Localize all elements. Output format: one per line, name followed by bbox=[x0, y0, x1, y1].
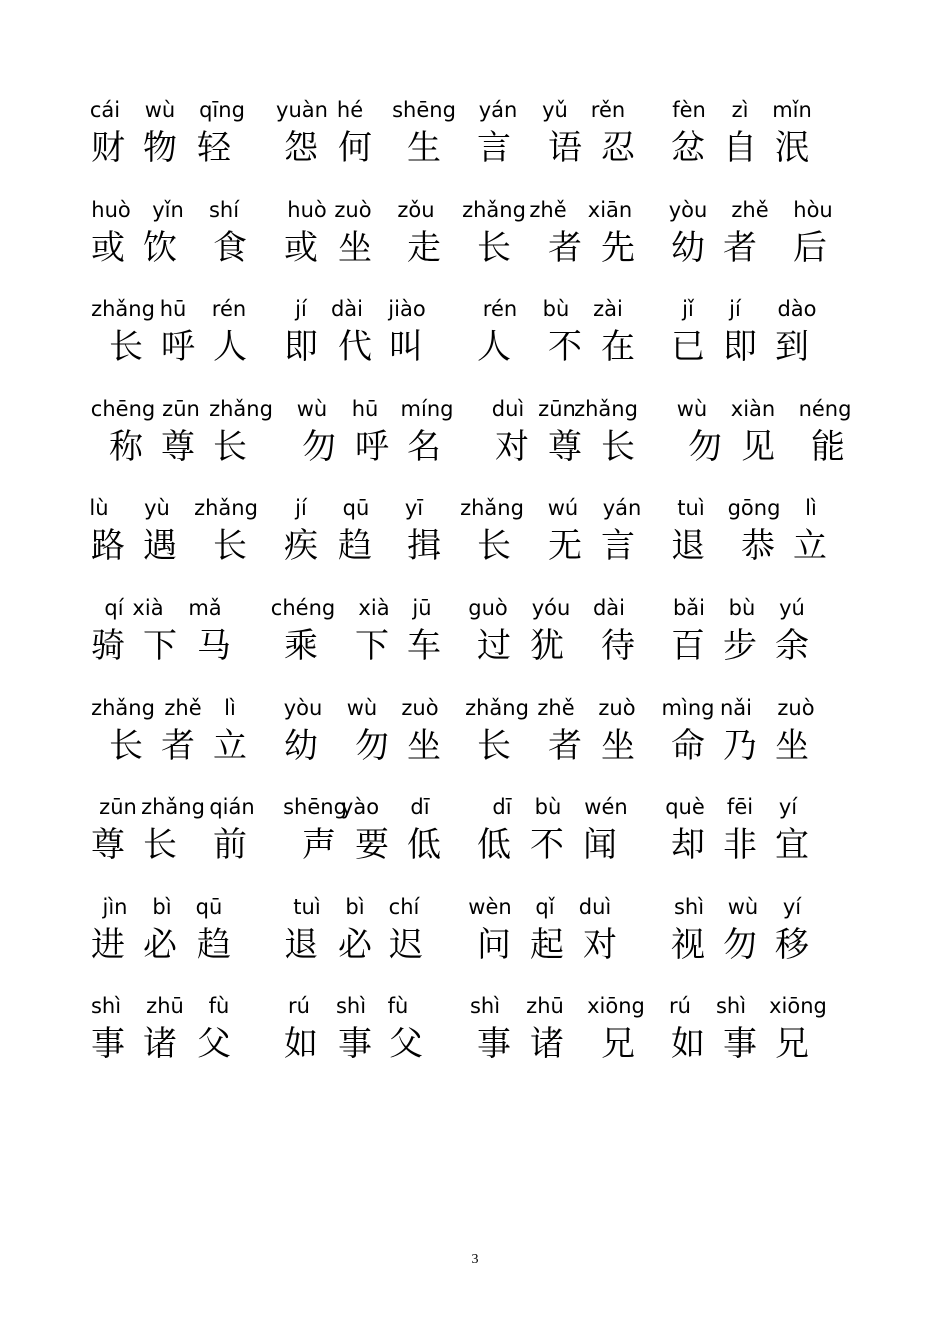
pinyin-syllable: xià bbox=[132, 596, 164, 620]
pinyin-syllable: yán bbox=[478, 98, 518, 122]
pinyin-syllable: shēng bbox=[392, 98, 456, 122]
chinese-character: 幼 bbox=[284, 725, 318, 766]
chinese-character: 视 bbox=[671, 924, 705, 965]
chinese-character: 闻 bbox=[583, 825, 617, 866]
chinese-character: 必 bbox=[338, 924, 372, 965]
pinyin-syllable: chí bbox=[388, 894, 420, 919]
chinese-character: 名 bbox=[407, 426, 441, 467]
chinese-character: 者 bbox=[161, 725, 195, 766]
pinyin-syllable: hé bbox=[336, 98, 364, 122]
pinyin-syllable: yǐn bbox=[152, 197, 184, 222]
chinese-character: 揖 bbox=[407, 526, 441, 567]
pinyin-syllable: huò bbox=[287, 197, 327, 222]
pinyin-syllable: gōng bbox=[727, 496, 781, 521]
chinese-character: 无 bbox=[548, 526, 582, 567]
chinese-character: 百 bbox=[671, 626, 705, 666]
chinese-character: 父 bbox=[389, 1024, 423, 1065]
pinyin-syllable: yí bbox=[778, 795, 798, 820]
pinyin-syllable: xiōng bbox=[587, 994, 645, 1019]
chinese-character: 如 bbox=[284, 1024, 318, 1065]
chinese-character: 不 bbox=[530, 825, 564, 866]
chinese-character: 物 bbox=[143, 128, 177, 168]
chinese-character: 坐 bbox=[338, 227, 372, 268]
verse-line bbox=[0, 895, 950, 995]
chinese-character: 称 bbox=[109, 426, 143, 467]
pinyin-syllable: qǐ bbox=[535, 894, 555, 919]
pinyin-syllable: jū bbox=[412, 596, 432, 620]
chinese-character: 坐 bbox=[775, 725, 809, 766]
pinyin-syllable: yǔ bbox=[542, 98, 568, 122]
pinyin-syllable: yú bbox=[779, 596, 805, 620]
chinese-character: 语 bbox=[548, 128, 582, 168]
pinyin-syllable: zhǎng bbox=[460, 496, 524, 521]
chinese-character: 兄 bbox=[601, 1024, 635, 1065]
chinese-character: 下 bbox=[355, 626, 389, 666]
chinese-character: 乘 bbox=[284, 626, 318, 666]
pinyin-syllable: lì bbox=[805, 496, 817, 521]
verse-line bbox=[0, 98, 950, 198]
chinese-character: 如 bbox=[671, 1024, 705, 1065]
chinese-character: 却 bbox=[671, 825, 705, 866]
chinese-character: 事 bbox=[477, 1024, 511, 1065]
pinyin-syllable: zǒu bbox=[397, 197, 435, 222]
chinese-character: 走 bbox=[407, 227, 441, 268]
pinyin-syllable: jí bbox=[729, 297, 741, 322]
pinyin-syllable: shēng bbox=[283, 795, 347, 820]
chinese-character: 趋 bbox=[338, 526, 372, 567]
chinese-character: 人 bbox=[213, 327, 247, 368]
chinese-character: 即 bbox=[284, 327, 318, 368]
pinyin-syllable: jí bbox=[295, 496, 307, 521]
chinese-character: 长 bbox=[109, 327, 143, 368]
pinyin-syllable: zuò bbox=[401, 695, 439, 720]
pinyin-syllable: shì bbox=[673, 894, 705, 919]
chinese-character: 尊 bbox=[161, 426, 195, 467]
pinyin-syllable: zuò bbox=[334, 197, 372, 222]
chinese-character: 长 bbox=[601, 426, 635, 467]
pinyin-syllable: wèn bbox=[468, 894, 512, 919]
chinese-character: 立 bbox=[213, 725, 247, 766]
pinyin-syllable: zūn bbox=[538, 396, 576, 421]
chinese-character: 在 bbox=[601, 327, 635, 368]
chinese-character: 长 bbox=[213, 526, 247, 567]
chinese-character: 长 bbox=[477, 227, 511, 268]
chinese-character: 要 bbox=[355, 825, 389, 866]
pinyin-syllable: bù bbox=[534, 795, 562, 820]
pinyin-syllable: bù bbox=[728, 596, 756, 620]
pinyin-syllable: zhǎng bbox=[141, 795, 205, 820]
pinyin-syllable: zhǎng bbox=[91, 297, 155, 322]
chinese-character: 疾 bbox=[284, 526, 318, 567]
pinyin-syllable: wù bbox=[676, 396, 708, 421]
chinese-character: 勿 bbox=[723, 924, 757, 965]
chinese-character: 马 bbox=[197, 626, 231, 666]
chinese-character: 事 bbox=[91, 1024, 125, 1065]
chinese-character: 长 bbox=[143, 825, 177, 866]
chinese-character: 忍 bbox=[601, 128, 635, 168]
verse-line bbox=[0, 795, 950, 895]
pinyin-syllable: què bbox=[665, 795, 705, 820]
pinyin-syllable: yù bbox=[144, 496, 170, 521]
pinyin-syllable: fù bbox=[208, 994, 230, 1019]
pinyin-syllable: yòu bbox=[283, 695, 323, 720]
pinyin-syllable: néng bbox=[798, 396, 852, 421]
pinyin-syllable: tuì bbox=[293, 894, 321, 919]
pinyin-syllable: dài bbox=[330, 297, 364, 322]
pinyin-syllable: cái bbox=[89, 98, 121, 122]
chinese-character: 已 bbox=[671, 327, 705, 368]
pinyin-syllable: guò bbox=[468, 596, 508, 620]
pinyin-syllable: fēi bbox=[726, 795, 754, 820]
chinese-character: 勿 bbox=[688, 426, 722, 467]
chinese-character: 宜 bbox=[775, 825, 809, 866]
pinyin-syllable: bǎi bbox=[672, 596, 706, 620]
pinyin-syllable: mǐn bbox=[772, 98, 812, 122]
chinese-character: 先 bbox=[601, 227, 635, 268]
pinyin-syllable: huò bbox=[91, 197, 131, 222]
pinyin-syllable: yí bbox=[782, 894, 802, 919]
pinyin-syllable: xiàn bbox=[730, 396, 776, 421]
pinyin-syllable: wù bbox=[727, 894, 759, 919]
chinese-character: 财 bbox=[91, 128, 125, 168]
pinyin-syllable: shì bbox=[715, 994, 747, 1019]
chinese-character: 自 bbox=[723, 128, 757, 168]
pinyin-syllable: zūn bbox=[99, 795, 137, 820]
pinyin-syllable: zhě bbox=[164, 695, 202, 720]
pinyin-syllable: tuì bbox=[677, 496, 705, 521]
chinese-character: 对 bbox=[495, 426, 529, 467]
chinese-character: 必 bbox=[143, 924, 177, 965]
chinese-character: 轻 bbox=[197, 128, 231, 168]
pinyin-syllable: mǎ bbox=[188, 596, 222, 620]
chinese-character: 怨 bbox=[284, 128, 318, 168]
pinyin-syllable: zuò bbox=[598, 695, 636, 720]
chinese-character: 者 bbox=[548, 227, 582, 268]
pinyin-syllable: zhǎng bbox=[574, 396, 638, 421]
chinese-character: 兄 bbox=[775, 1024, 809, 1065]
pinyin-syllable: wù bbox=[144, 98, 176, 122]
chinese-character: 后 bbox=[793, 227, 827, 268]
chinese-character: 事 bbox=[723, 1024, 757, 1065]
pinyin-syllable: dài bbox=[592, 596, 626, 620]
chinese-character: 余 bbox=[775, 626, 809, 666]
pinyin-syllable: duì bbox=[491, 396, 525, 421]
pinyin-syllable: duì bbox=[578, 894, 612, 919]
chinese-character: 尊 bbox=[91, 825, 125, 866]
chinese-character: 过 bbox=[477, 626, 511, 666]
chinese-character: 事 bbox=[338, 1024, 372, 1065]
chinese-character: 或 bbox=[91, 227, 125, 268]
chinese-character: 遇 bbox=[143, 526, 177, 567]
chinese-character: 恭 bbox=[741, 526, 775, 567]
pinyin-syllable: qīng bbox=[199, 98, 245, 122]
pinyin-syllable: jí bbox=[295, 297, 307, 322]
verse-line bbox=[0, 596, 950, 696]
pinyin-syllable: fù bbox=[387, 994, 409, 1019]
chinese-character: 勿 bbox=[302, 426, 336, 467]
pinyin-syllable: wù bbox=[346, 695, 378, 720]
pinyin-syllable: zhǎng bbox=[465, 695, 529, 720]
pinyin-syllable: zuò bbox=[777, 695, 815, 720]
pinyin-syllable: zhě bbox=[529, 197, 567, 222]
chinese-character: 言 bbox=[477, 128, 511, 168]
verse-line bbox=[0, 994, 950, 1094]
chinese-character: 声 bbox=[302, 825, 336, 866]
chinese-character: 泯 bbox=[775, 128, 809, 168]
chinese-character: 饮 bbox=[143, 227, 177, 268]
chinese-character: 父 bbox=[197, 1024, 231, 1065]
chinese-character: 尊 bbox=[548, 426, 582, 467]
pinyin-syllable: yào bbox=[340, 795, 380, 820]
chinese-character: 对 bbox=[583, 924, 617, 965]
verse-line bbox=[0, 696, 950, 796]
chinese-character: 呼 bbox=[355, 426, 389, 467]
pinyin-syllable: yuàn bbox=[276, 98, 328, 122]
chinese-character: 退 bbox=[671, 526, 705, 567]
pinyin-syllable: mìng bbox=[661, 695, 715, 720]
pinyin-syllable: qí bbox=[104, 596, 124, 620]
chinese-character: 进 bbox=[91, 924, 125, 965]
chinese-character: 犹 bbox=[530, 626, 564, 666]
pinyin-syllable: lù bbox=[89, 496, 109, 521]
verse-line bbox=[0, 397, 950, 497]
chinese-character: 到 bbox=[775, 327, 809, 368]
chinese-character: 骑 bbox=[91, 626, 125, 666]
pinyin-syllable: shí bbox=[208, 197, 240, 222]
pinyin-syllable: zhǎng bbox=[194, 496, 258, 521]
chinese-character: 或 bbox=[284, 227, 318, 268]
pinyin-syllable: hū bbox=[159, 297, 187, 322]
chinese-character: 待 bbox=[601, 626, 635, 666]
pinyin-syllable: qū bbox=[195, 894, 223, 919]
chinese-character: 迟 bbox=[389, 924, 423, 965]
pinyin-syllable: rú bbox=[288, 994, 310, 1019]
page-number: 3 bbox=[471, 1252, 479, 1267]
pinyin-syllable: xiān bbox=[587, 197, 633, 222]
pinyin-syllable: wù bbox=[296, 396, 328, 421]
pinyin-syllable: rěn bbox=[590, 98, 626, 122]
pinyin-syllable: zūn bbox=[162, 396, 200, 421]
pinyin-syllable: zhū bbox=[146, 994, 184, 1019]
chinese-character: 叫 bbox=[389, 327, 423, 368]
chinese-character: 起 bbox=[530, 924, 564, 965]
chinese-character: 长 bbox=[477, 526, 511, 567]
pinyin-syllable: shì bbox=[469, 994, 501, 1019]
chinese-character: 立 bbox=[793, 526, 827, 567]
chinese-character: 低 bbox=[407, 825, 441, 866]
chinese-character: 何 bbox=[338, 128, 372, 168]
chinese-character: 言 bbox=[601, 526, 635, 567]
verse-line bbox=[0, 496, 950, 596]
pinyin-syllable: dào bbox=[777, 297, 817, 322]
chinese-character: 即 bbox=[723, 327, 757, 368]
pinyin-syllable: shì bbox=[335, 994, 367, 1019]
pinyin-syllable: hū bbox=[351, 396, 379, 421]
verse-line bbox=[0, 297, 950, 397]
pinyin-syllable: zhě bbox=[537, 695, 575, 720]
chinese-character: 命 bbox=[671, 725, 705, 766]
chinese-character: 非 bbox=[723, 825, 757, 866]
pinyin-syllable: rú bbox=[669, 994, 691, 1019]
chinese-character: 代 bbox=[338, 327, 372, 368]
chinese-character: 路 bbox=[91, 526, 125, 567]
pinyin-syllable: xiōng bbox=[769, 994, 827, 1019]
pinyin-syllable: jǐ bbox=[682, 297, 694, 322]
chinese-character: 勿 bbox=[355, 725, 389, 766]
pinyin-syllable: bì bbox=[345, 894, 365, 919]
chinese-character: 步 bbox=[723, 626, 757, 666]
chinese-character: 下 bbox=[143, 626, 177, 666]
pinyin-syllable: qián bbox=[209, 795, 255, 820]
pinyin-syllable: zì bbox=[731, 98, 749, 122]
pinyin-syllable: xià bbox=[358, 596, 390, 620]
pinyin-syllable: míng bbox=[400, 396, 454, 421]
chinese-character: 者 bbox=[548, 725, 582, 766]
pinyin-syllable: chēng bbox=[90, 396, 156, 421]
pinyin-syllable: hòu bbox=[793, 197, 833, 222]
pinyin-syllable: zhǎng bbox=[91, 695, 155, 720]
pinyin-syllable: wén bbox=[584, 795, 628, 820]
pinyin-syllable: zhě bbox=[731, 197, 769, 222]
pinyin-syllable: zhū bbox=[526, 994, 564, 1019]
pinyin-syllable: zài bbox=[593, 297, 623, 322]
chinese-character: 退 bbox=[284, 924, 318, 965]
chinese-character: 不 bbox=[548, 327, 582, 368]
chinese-character: 者 bbox=[723, 227, 757, 268]
verse-line bbox=[0, 198, 950, 298]
pinyin-syllable: bù bbox=[542, 297, 570, 322]
pinyin-syllable: dī bbox=[492, 795, 512, 820]
pinyin-syllable: jìn bbox=[102, 894, 128, 919]
chinese-character: 问 bbox=[477, 924, 511, 965]
chinese-character: 乃 bbox=[723, 725, 757, 766]
chinese-character: 呼 bbox=[161, 327, 195, 368]
pinyin-syllable: shì bbox=[90, 994, 122, 1019]
chinese-character: 忿 bbox=[671, 128, 705, 168]
chinese-character: 前 bbox=[213, 825, 247, 866]
pinyin-syllable: yī bbox=[404, 496, 424, 521]
chinese-character: 趋 bbox=[197, 924, 231, 965]
pinyin-syllable: yóu bbox=[531, 596, 571, 620]
chinese-character: 低 bbox=[477, 825, 511, 866]
pinyin-syllable: fèn bbox=[672, 98, 706, 122]
chinese-character: 坐 bbox=[601, 725, 635, 766]
pinyin-syllable: yán bbox=[602, 496, 642, 521]
pinyin-syllable: dī bbox=[410, 795, 430, 820]
pinyin-syllable: nǎi bbox=[719, 695, 753, 720]
pinyin-syllable: rén bbox=[482, 297, 518, 322]
chinese-character: 诸 bbox=[143, 1024, 177, 1065]
chinese-character: 长 bbox=[213, 426, 247, 467]
chinese-character: 食 bbox=[213, 227, 247, 268]
pinyin-syllable: zhǎng bbox=[462, 197, 526, 222]
pinyin-syllable: rén bbox=[211, 297, 247, 322]
pinyin-syllable: lì bbox=[224, 695, 236, 720]
chinese-character: 车 bbox=[407, 626, 441, 666]
pinyin-syllable: zhǎng bbox=[209, 396, 273, 421]
pinyin-syllable: chéng bbox=[270, 596, 336, 620]
chinese-character: 长 bbox=[109, 725, 143, 766]
chinese-character: 坐 bbox=[407, 725, 441, 766]
chinese-character: 长 bbox=[477, 725, 511, 766]
chinese-character: 人 bbox=[477, 327, 511, 368]
pinyin-syllable: jiào bbox=[388, 297, 426, 322]
pinyin-syllable: wú bbox=[547, 496, 579, 521]
chinese-character: 能 bbox=[811, 426, 845, 467]
chinese-character: 生 bbox=[407, 128, 441, 168]
chinese-character: 幼 bbox=[671, 227, 705, 268]
pinyin-syllable: yòu bbox=[668, 197, 708, 222]
chinese-character: 见 bbox=[741, 426, 775, 467]
pinyin-syllable: qū bbox=[342, 496, 370, 521]
chinese-character: 诸 bbox=[530, 1024, 564, 1065]
chinese-character: 移 bbox=[775, 924, 809, 965]
pinyin-syllable: bì bbox=[152, 894, 172, 919]
